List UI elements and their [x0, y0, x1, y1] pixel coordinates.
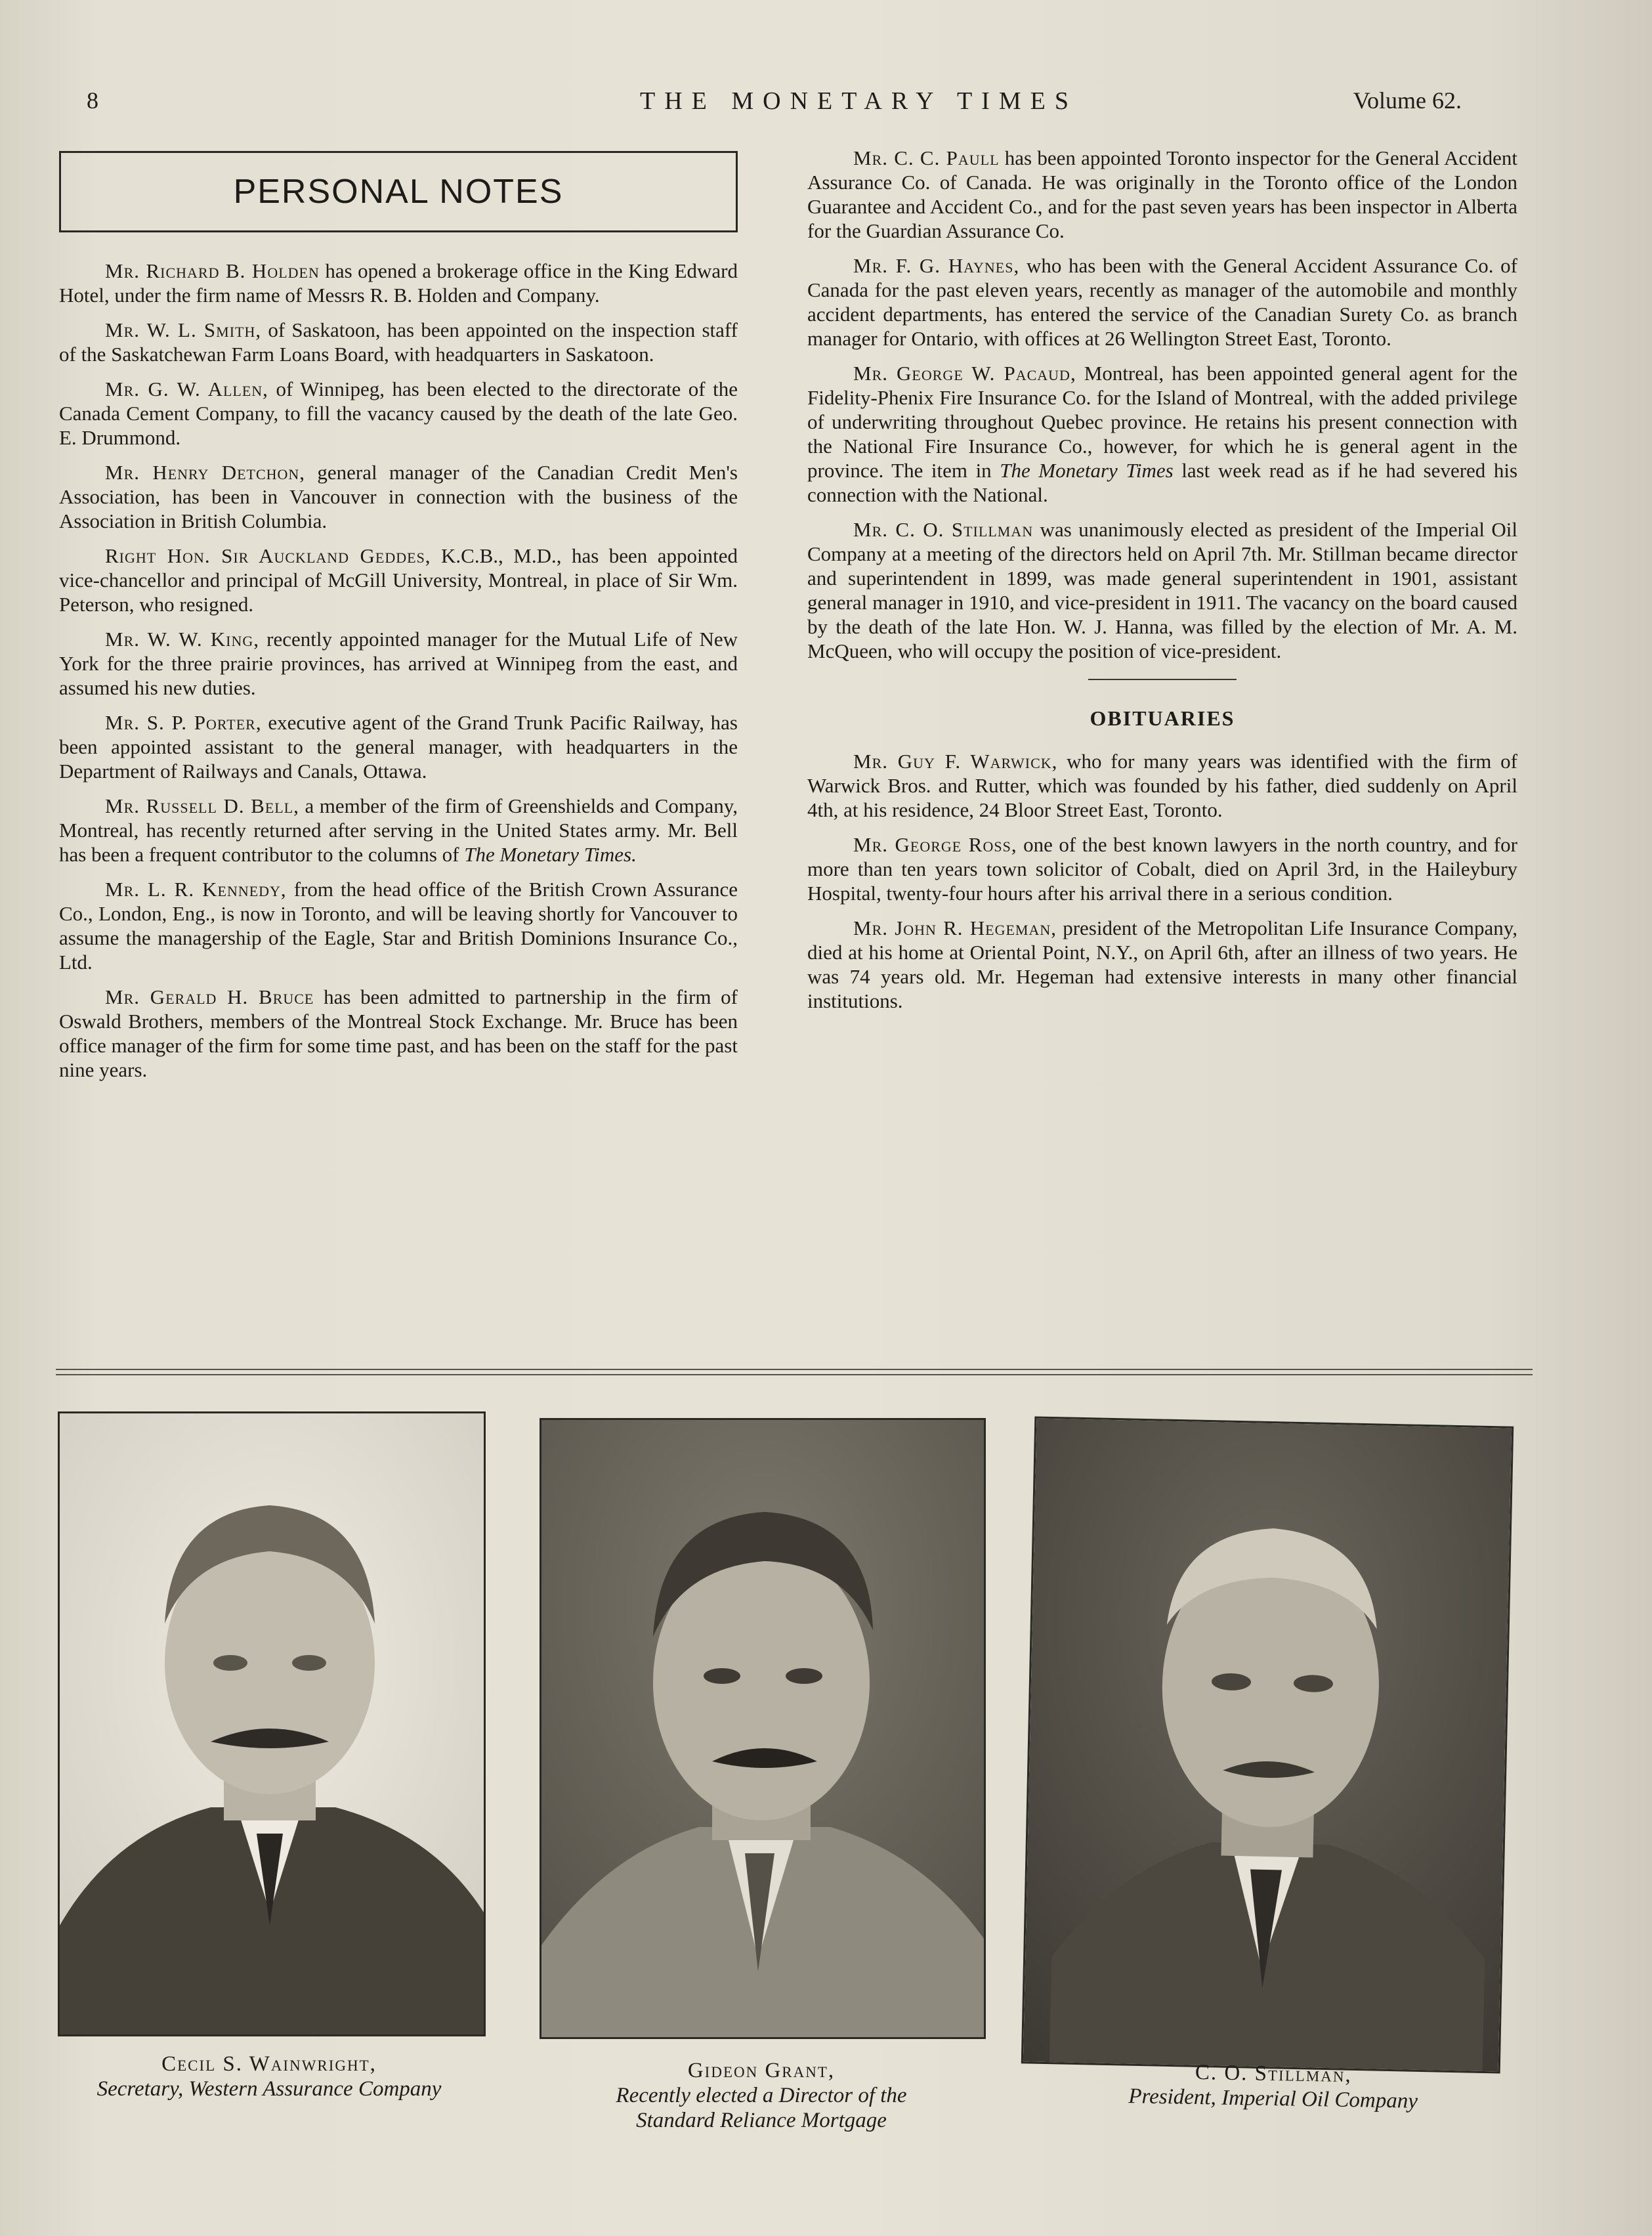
note-person-name: Mr. W. W. King, — [105, 628, 259, 651]
note-paragraph — [59, 377, 738, 450]
note-paragraph — [59, 794, 738, 867]
note-person-name: Mr. Gerald H. Bruce — [105, 985, 314, 1008]
caption-wainwright — [26, 2052, 512, 2101]
note-person-name: Mr. C. O. Stillman — [853, 518, 1034, 541]
portrait-photo-grant — [540, 1418, 986, 2039]
note-person-name: Right Hon. Sir Auckland Geddes, — [105, 544, 431, 567]
note-person-name: Mr. George W. Pacaud, — [853, 362, 1076, 385]
note-person-name: Mr. John R. Hegeman, — [853, 916, 1057, 939]
note-text-tail: last week read as if he had severed his connection with the National. — [807, 459, 1518, 506]
note-paragraph — [59, 544, 738, 616]
note-person-name: Mr. Henry Detchon, — [105, 461, 306, 484]
note-text: from the head office of the British Crown Assurance Co., London, Eng., is now in Toronto, and will be leaving shortly for Vancouver to assume the managership of the Eagle, Star and British Dominions Insurance Co., Ltd. — [59, 878, 738, 974]
note-person-name: Mr. George Ross, — [853, 833, 1017, 856]
note-text: a member of the firm of Greenshields and Company, Montreal, has recently returned after serving in the United States army. Mr. Bell has been a frequent contributor to the columns of — [59, 794, 738, 866]
note-person-name: Mr. Richard B. Holden — [105, 259, 320, 282]
note-person-name: Mr. F. G. Haynes, — [853, 254, 1020, 277]
portrait-image — [541, 1420, 984, 2037]
note-person-name: Mr. Russell D. Bell, — [105, 794, 299, 817]
note-paragraph — [59, 460, 738, 533]
obituaries-heading: OBITUARIES — [1090, 706, 1235, 730]
note-paragraph — [807, 749, 1517, 822]
note-text: who has been with the General Accident Assurance Co. of Canada for the past eleven years, recently as manager of the automobile and monthly accident departments, has entered the service of the Canadian Surety Co. as branch manager for Ontario, with offices at 26 Wellington Street East, Toronto. — [807, 254, 1518, 350]
note-paragraph — [807, 916, 1517, 1013]
note-text: executive agent of the Grand Trunk Pacific Railway, has been appointed assistant to the general manager, with headquarters in the Department of Railways and Canals, Ottawa. — [59, 711, 738, 783]
caption-title: Recently elected a Director of the — [616, 2084, 907, 2107]
note-person-name: Mr. Guy F. Warwick, — [853, 750, 1058, 773]
note-text: was unanimously elected as president of the Imperial Oil Company at a meeting of the directors held on April 7th. Mr. Stillman became director and superintendent in 1899, was made general superintendent in 1901, assistant general manager in 1910, and vice-president in 1911. The vacancy on the board caused by the death of the late Hon. W. J. Hanna, was filled by the election of Mr. A. M. McQueen, who will occupy the position of vice-president. — [807, 518, 1517, 662]
right-column — [807, 146, 1517, 1023]
note-paragraph — [59, 318, 738, 366]
note-person-name: Mr. W. L. Smith, — [105, 318, 262, 341]
note-text: who for many years was identified with the firm of Warwick Bros. and Rutter, which was founded by his father, died suddenly on April 4th, at his residence, 24 Bloor Street East, Toronto. — [807, 750, 1517, 821]
note-paragraph — [59, 710, 738, 783]
note-paragraph — [59, 877, 738, 974]
note-paragraph — [807, 517, 1517, 663]
caption-title: President, Imperial Oil Company — [1128, 2084, 1418, 2113]
note-publication-title: The Monetary Times — [1000, 459, 1174, 482]
caption-name: Cecil S. Wainwright, — [161, 2052, 377, 2076]
note-text: of Saskatoon, has been appointed on the inspection staff of the Saskatchewan Farm Loans Board, with headquarters in Saskatoon. — [59, 318, 738, 366]
caption-name: Gideon Grant, — [687, 2059, 836, 2082]
caption-grant — [519, 2058, 1004, 2133]
note-person-name: Mr. S. P. Porter, — [105, 711, 262, 734]
note-text: of Winnipeg, has been elected to the directorate of the Canada Cement Company, to fill the vacancy caused by the death of the late Geo. E. Drummond. — [59, 377, 738, 449]
note-paragraph — [59, 259, 738, 307]
note-text: has been appointed Toronto inspector for the General Accident Assurance Co. of Canada. He was originally in the Toronto office of the London Guarantee and Accident Co., and for the past seven years has been inspector in Alberta for the Guardian Assurance Co. — [807, 146, 1518, 242]
note-text: has been admitted to partnership in the firm of Oswald Brothers, members of the Montreal Stock Exchange. Mr. Bruce has been office manager of the firm for some time past, and has been on the staff for the past nine years. — [59, 985, 738, 1081]
left-column — [59, 151, 738, 1092]
note-paragraph — [59, 985, 738, 1082]
page-header — [0, 87, 1652, 126]
portrait-image — [60, 1413, 484, 2034]
note-person-name: Mr. L. R. Kennedy, — [105, 878, 287, 901]
portrait-photo-wainwright — [58, 1411, 486, 2036]
note-text: K.C.B., M.D., has been appointed vice-chancellor and principal of McGill University, Montreal, in place of Sir Wm. Peterson, who resigned. — [59, 544, 738, 616]
section-divider — [1088, 679, 1237, 680]
personal-notes-continued — [807, 146, 1517, 663]
note-paragraph — [807, 361, 1517, 507]
note-paragraph — [807, 146, 1517, 243]
note-paragraph — [807, 253, 1517, 351]
photo-section-rule-2 — [56, 1374, 1533, 1375]
note-text: one of the best known lawyers in the north country, and for more than ten years town solicitor of Cobalt, died on April 3rd, in the Haileybury Hospital, twenty-four hours after his arrival there in a serious condition. — [807, 833, 1517, 905]
caption-title-line2: Standard Reliance Mortgage — [636, 2109, 887, 2132]
note-paragraph — [807, 832, 1517, 905]
note-person-name: Mr. G. W. Allen, — [105, 377, 268, 400]
caption-name: C. O. Stillman, — [1195, 2060, 1353, 2088]
page-number: 8 — [87, 87, 98, 114]
note-paragraph — [59, 627, 738, 700]
volume-label: Volume 62. — [1353, 87, 1462, 114]
caption-stillman — [1030, 2057, 1516, 2116]
caption-title: Secretary, Western Assurance Company — [96, 2077, 442, 2101]
photo-section-rule — [56, 1369, 1533, 1370]
note-person-name: Mr. C. C. Paull — [853, 146, 1000, 169]
portrait-photo-stillman — [1021, 1416, 1514, 2073]
obituaries-list — [807, 749, 1517, 1013]
personal-notes-heading: PERSONAL NOTES — [59, 151, 738, 232]
note-text: Montreal, has been appointed general agent for the Fidelity-Phenix Fire Insurance Co. for the Island of Montreal, with the added privilege of underwriting throughout Quebec province. He retains his present connection with the National Fire Insurance Co., however, for which he is general agent in the province. The item in — [807, 362, 1517, 482]
note-text: has opened a brokerage office in the King Edward Hotel, under the firm name of Messrs R. B. Holden and Company. — [59, 259, 738, 307]
note-text: recently appointed manager for the Mutual Life of New York for the three prairie provinces, has arrived at Winnipeg from the east, and assumed his new duties. — [59, 628, 738, 699]
personal-notes-list — [59, 259, 738, 1082]
note-publication-title: The Monetary Times. — [464, 843, 637, 866]
note-text: general manager of the Canadian Credit Men's Association, has been in Vancouver in connection with the business of the Association in British Columbia. — [59, 461, 738, 532]
note-text: president of the Metropolitan Life Insurance Company, died at his home at Oriental Point, N.Y., on April 6th, after an illness of two years. He was 74 years old. Mr. Hegeman had extensive interests in many other financial institutions. — [807, 916, 1517, 1012]
journal-title: THE MONETARY TIMES — [640, 87, 1078, 115]
portrait-image — [1023, 1419, 1512, 2072]
